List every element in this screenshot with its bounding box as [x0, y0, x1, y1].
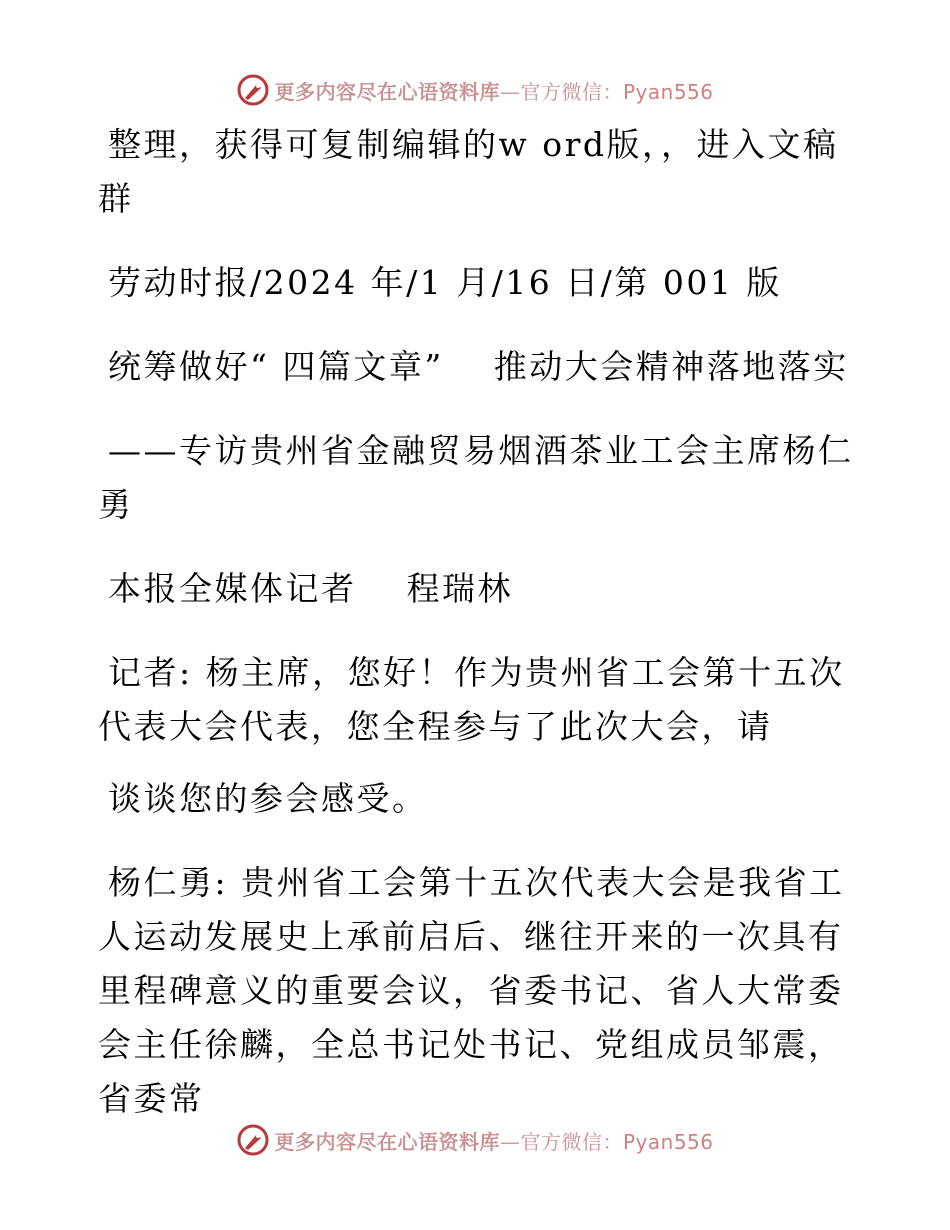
watermark-footer — [0, 1120, 950, 1160]
watermark-separator: — — [499, 1129, 521, 1154]
watermark-label: 官方微信： — [520, 1129, 623, 1154]
pen-nib-logo-icon — [236, 1123, 270, 1157]
byline-label: 本报全媒体记者 — [108, 569, 357, 608]
byline — [98, 562, 858, 616]
watermark-main: 更多内容尽在心语资料库 — [274, 1129, 500, 1154]
article-title-part2: 推动大会精神落地落实 — [493, 347, 849, 386]
watermark-header — [0, 70, 950, 110]
article-title-part1: 统筹做好“ 四篇文章” — [108, 347, 444, 386]
watermark-separator: — — [499, 79, 521, 104]
document-body — [98, 118, 858, 1156]
question-paragraph: 记者: 杨主席，您好！作为贵州省工会第十五次代表大会代表，您全程参与了此次大会，请 — [98, 653, 845, 746]
answer-paragraph: 杨仁勇: 贵州省工会第十五次代表大会是我省工人运动发展史上承前启后、继往开来的一次具有里程碑意义的重要会议，省委书记、省人大常委会主任徐麟，全总书记处书记、党组成员邹震，省委常 — [98, 863, 845, 1118]
intro-paragraph: 整理，获得可复制编辑的w ord版，，进入文稿群 — [98, 125, 839, 218]
watermark-main: 更多内容尽在心语资料库 — [274, 79, 500, 104]
publication-line: 劳动时报/2024 年/1 月/16 日/第 001 版 — [108, 263, 782, 302]
byline-author: 程瑞林 — [406, 569, 513, 608]
watermark-text — [274, 1126, 713, 1155]
article-title — [98, 340, 858, 394]
watermark-label: 官方微信： — [520, 79, 623, 104]
pen-nib-logo-icon — [236, 73, 270, 107]
watermark-id: Pyan556 — [622, 79, 714, 104]
article-subtitle: ——专访贵州省金融贸易烟酒茶业工会主席杨仁勇 — [98, 431, 854, 524]
question-continuation: 谈谈您的参会感受。 — [108, 779, 428, 818]
watermark-id: Pyan556 — [622, 1129, 714, 1154]
watermark-text — [274, 76, 713, 105]
